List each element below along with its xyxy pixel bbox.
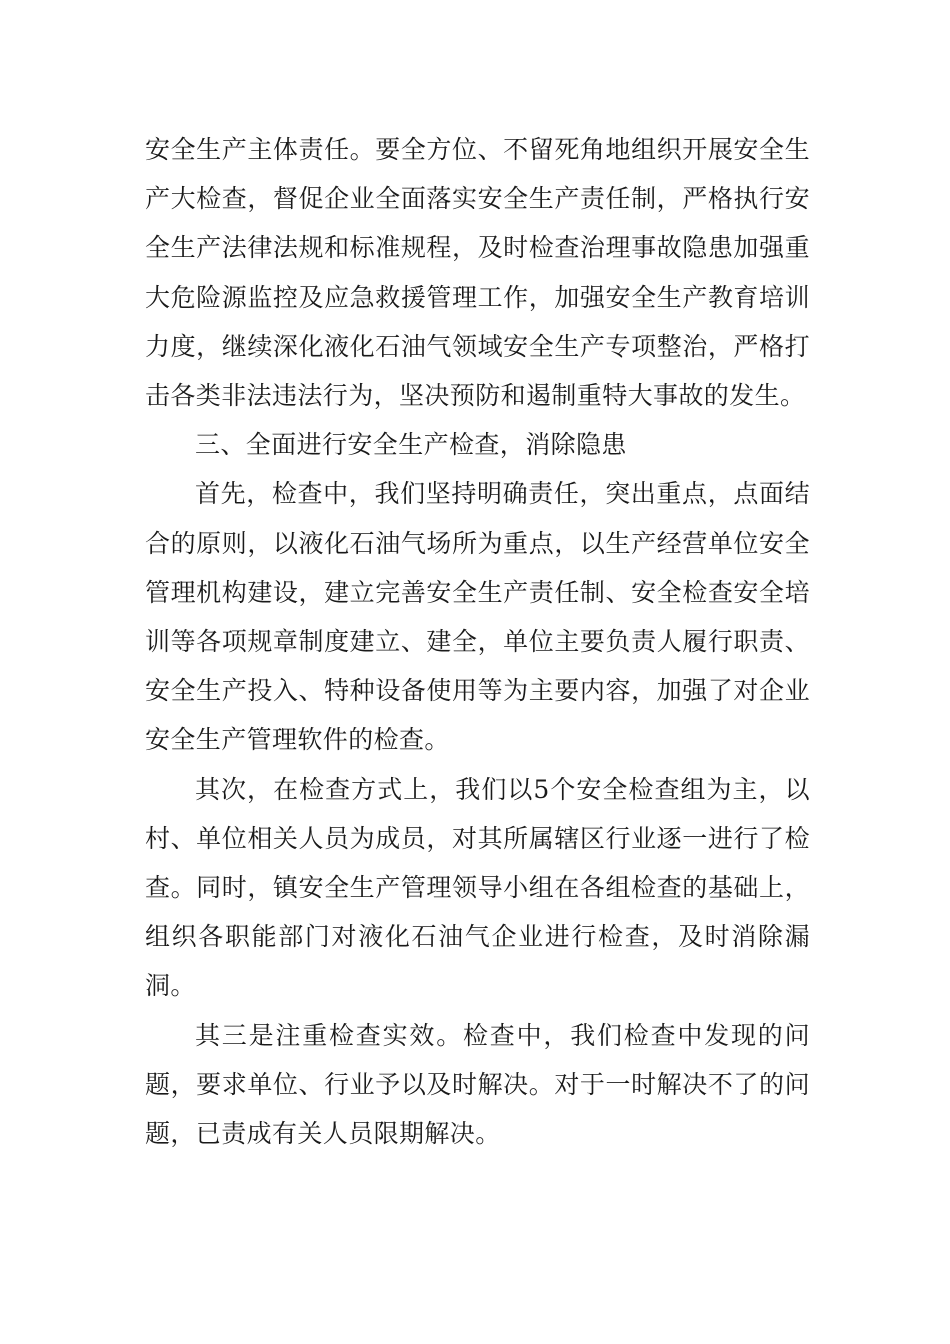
paragraph-safety-responsibility: 安全生产主体责任。要全方位、不留死角地组织开展安全生产大检查，督促企业全面落实安全生产责任制，严格执行安全生产法律法规和标准规程，及时检查治理事故隐患加强重大危险源监控及应急救援管理工作，加强安全生产教育培训力度，继续深化液化石油气领域安全生产专项整治，严格打击各类非法违法行为，坚决预防和遏制重特大事故的发生。 bbox=[145, 135, 810, 411]
paragraph-first-inspection: 首先，检查中，我们坚持明确责任，突出重点，点面结合的原则，以液化石油气场所为重点，以生产经营单位安全管理机构建设，建立完善安全生产责任制、安全检查安全培训等各项规章制度建立、建全，单位主要负责人履行职责、安全生产投入、特种设备使用等为主要内容，加强了对企业安全生产管理软件的检查。 bbox=[145, 479, 810, 755]
paragraph-second-inspection-method: 其次，在检查方式上，我们以5个安全检查组为主，以村、单位相关人员为成员，对其所属辖区行业逐一进行了检查。同时，镇安全生产管理领导小组在各组检查的基础上，组织各职能部门对液化石油气企业进行检查，及时消除漏洞。 bbox=[145, 774, 810, 1001]
document-body bbox=[145, 125, 810, 1158]
paragraph-third-effectiveness: 其三是注重检查实效。检查中，我们检查中发现的问题，要求单位、行业予以及时解决。对于一时解决不了的问题，已责成有关人员限期解决。 bbox=[145, 1020, 810, 1149]
section-heading-three: 三、全面进行安全生产检查，消除隐患 bbox=[195, 430, 627, 460]
